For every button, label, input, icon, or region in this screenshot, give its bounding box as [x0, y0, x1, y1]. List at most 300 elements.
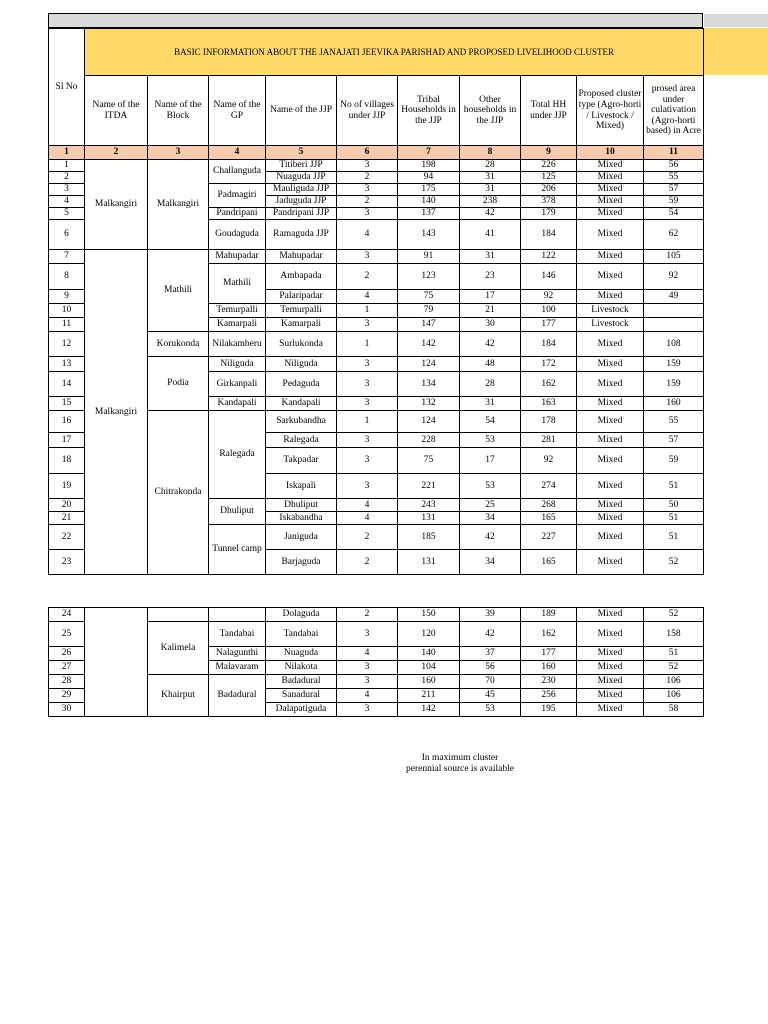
cell-area: 106 [644, 689, 704, 703]
cell-sl: 3 [49, 184, 85, 196]
cell-tribal: 150 [398, 608, 460, 622]
cell-other: 39 [460, 608, 521, 622]
cell-gp: Mathili [209, 264, 266, 304]
cell-area: 59 [644, 448, 704, 474]
table-row [49, 411, 704, 433]
cell-gp: Kandapali [209, 397, 266, 411]
cell-area [644, 304, 704, 318]
cell-tribal: 140 [398, 647, 460, 661]
col-number: 11 [644, 146, 704, 160]
cell-area: 49 [644, 290, 704, 304]
header-gray-band-overflow [704, 14, 768, 27]
cell-villages: 3 [337, 250, 398, 264]
cell-jjp: Ramaguda JJP [266, 220, 337, 250]
cell-cluster: Mixed [577, 208, 644, 220]
cell-tribal: 79 [398, 304, 460, 318]
header-gp: Name of the GP [209, 76, 266, 146]
header-total-hh: Total HH under JJP [521, 76, 577, 146]
col-number: 5 [266, 146, 337, 160]
cell-jjp: Nuaguda JJP [266, 172, 337, 184]
cell-total: 92 [521, 448, 577, 474]
cell-tribal: 142 [398, 332, 460, 357]
cell-area: 55 [644, 172, 704, 184]
cell-area: 52 [644, 608, 704, 622]
cell-block: Khairput [148, 675, 209, 717]
cell-other: 54 [460, 411, 521, 433]
header-cluster-type: Proposed cluster type (Agro-horti / Livestock / Mixed) [577, 76, 644, 146]
col-number: 1 [49, 146, 85, 160]
table-row [49, 622, 704, 647]
table-row [49, 675, 704, 689]
cell-sl: 9 [49, 290, 85, 304]
cell-tribal: 221 [398, 474, 460, 499]
cell-cluster: Mixed [577, 357, 644, 372]
cell-villages: 3 [337, 448, 398, 474]
cell-area: 52 [644, 550, 704, 575]
cell-sl: 14 [49, 372, 85, 397]
cell-jjp: Mauliguda JJP [266, 184, 337, 196]
cell-villages: 4 [337, 689, 398, 703]
cell-sl: 10 [49, 304, 85, 318]
header-sl-no: Sl No [49, 29, 85, 146]
cell-tribal: 120 [398, 622, 460, 647]
cell-other: 25 [460, 499, 521, 512]
cell-cluster: Mixed [577, 512, 644, 525]
cell-tribal: 198 [398, 160, 460, 172]
cell-tribal: 185 [398, 525, 460, 550]
cell-sl: 27 [49, 661, 85, 675]
cell-villages: 3 [337, 433, 398, 448]
cell-cluster: Mixed [577, 647, 644, 661]
cell-total: 184 [521, 220, 577, 250]
cell-other: 37 [460, 647, 521, 661]
cell-gp: Goudaguda [209, 220, 266, 250]
cell-cluster: Mixed [577, 550, 644, 575]
cell-gp: Challanguda [209, 160, 266, 184]
cell-cluster: Mixed [577, 160, 644, 172]
cell-area: 108 [644, 332, 704, 357]
cell-jjp: Iskabandha [266, 512, 337, 525]
cell-other: 42 [460, 332, 521, 357]
cell-tribal: 175 [398, 184, 460, 196]
cell-area: 159 [644, 357, 704, 372]
cell-total: 92 [521, 290, 577, 304]
cell-area: 59 [644, 196, 704, 208]
cell-jjp: Pedaguda [266, 372, 337, 397]
table-row [49, 160, 704, 172]
header-block: Name of the Block [148, 76, 209, 146]
cell-gp: Kamarpali [209, 318, 266, 332]
cell-villages: 1 [337, 411, 398, 433]
cell-area: 51 [644, 647, 704, 661]
cell-sl: 1 [49, 160, 85, 172]
cell-villages: 2 [337, 172, 398, 184]
cell-total: 122 [521, 250, 577, 264]
cell-total: 274 [521, 474, 577, 499]
cell-sl: 12 [49, 332, 85, 357]
cell-total: 281 [521, 433, 577, 448]
cell-sl: 13 [49, 357, 85, 372]
cell-cluster: Mixed [577, 411, 644, 433]
cell-villages: 3 [337, 208, 398, 220]
cell-other: 238 [460, 196, 521, 208]
cell-gp: Nalagunthi [209, 647, 266, 661]
cell-tribal: 211 [398, 689, 460, 703]
cell-gp: Mahupadar [209, 250, 266, 264]
cell-sl: 18 [49, 448, 85, 474]
cell-tribal: 104 [398, 661, 460, 675]
cell-other: 34 [460, 550, 521, 575]
cluster-table-part-2 [48, 607, 704, 717]
cell-cluster: Mixed [577, 525, 644, 550]
cell-gp: Malavaram [209, 661, 266, 675]
cell-sl: 4 [49, 196, 85, 208]
cell-block: Podia [148, 357, 209, 411]
cell-gp: Badadural [209, 675, 266, 717]
cell-other: 53 [460, 703, 521, 717]
cell-total: 227 [521, 525, 577, 550]
col-number: 2 [85, 146, 148, 160]
cell-itda [85, 608, 148, 717]
cluster-table-part-1 [48, 28, 704, 575]
cell-cluster: Mixed [577, 290, 644, 304]
cell-area: 105 [644, 250, 704, 264]
cell-gp: Pandripani [209, 208, 266, 220]
cell-total: 172 [521, 357, 577, 372]
cell-other: 17 [460, 448, 521, 474]
cell-cluster: Mixed [577, 703, 644, 717]
cell-tribal: 75 [398, 448, 460, 474]
cell-jjp: Takpadar [266, 448, 337, 474]
cell-other: 31 [460, 184, 521, 196]
cell-jjp: Kandapali [266, 397, 337, 411]
cell-sl: 8 [49, 264, 85, 290]
cell-villages: 3 [337, 184, 398, 196]
cell-area: 57 [644, 184, 704, 196]
cell-jjp: Ralegada [266, 433, 337, 448]
cell-cluster: Mixed [577, 608, 644, 622]
cell-area: 55 [644, 411, 704, 433]
cell-villages: 3 [337, 160, 398, 172]
cell-tribal: 131 [398, 512, 460, 525]
cell-jjp: Iskapali [266, 474, 337, 499]
cell-villages: 2 [337, 608, 398, 622]
table-row [49, 357, 704, 372]
cell-sl: 15 [49, 397, 85, 411]
cell-sl: 20 [49, 499, 85, 512]
col-number: 7 [398, 146, 460, 160]
cell-jjp: Dhuliput [266, 499, 337, 512]
cell-villages: 2 [337, 525, 398, 550]
cell-sl: 19 [49, 474, 85, 499]
cell-sl: 23 [49, 550, 85, 575]
cell-cluster: Mixed [577, 499, 644, 512]
cell-tribal: 91 [398, 250, 460, 264]
cell-total: 256 [521, 689, 577, 703]
cell-total: 162 [521, 372, 577, 397]
cell-gp: Temurpalli [209, 304, 266, 318]
cell-jjp: Niliguda [266, 357, 337, 372]
cell-villages: 3 [337, 474, 398, 499]
cell-total: 179 [521, 208, 577, 220]
cell-cluster: Mixed [577, 172, 644, 184]
title-band-overflow [704, 28, 768, 75]
cell-jjp: Badadural [266, 675, 337, 689]
cell-jjp: Janiguda [266, 525, 337, 550]
cell-total: 378 [521, 196, 577, 208]
cell-jjp: Nuaguda [266, 647, 337, 661]
cell-total: 100 [521, 304, 577, 318]
cell-itda: Malkangiri [85, 160, 148, 250]
cell-jjp: Sarkubandha [266, 411, 337, 433]
cell-other: 48 [460, 357, 521, 372]
cell-jjp: Dolaguda [266, 608, 337, 622]
header-other-hh: Other households in the JJP [460, 76, 521, 146]
cell-cluster: Mixed [577, 264, 644, 290]
cell-tribal: 94 [398, 172, 460, 184]
cell-other: 31 [460, 172, 521, 184]
cell-cluster: Mixed [577, 220, 644, 250]
table-row [49, 608, 704, 622]
cell-total: 226 [521, 160, 577, 172]
cell-gp: Niliguda [209, 357, 266, 372]
cell-sl: 6 [49, 220, 85, 250]
cell-cluster: Mixed [577, 448, 644, 474]
footnote-line-2: perennial source is available [406, 764, 514, 775]
cell-area: 62 [644, 220, 704, 250]
cell-sl: 16 [49, 411, 85, 433]
cell-total: 189 [521, 608, 577, 622]
header-area: prosed area under culativation (Agro-horti based) in Acre [644, 76, 704, 146]
cell-tribal: 160 [398, 675, 460, 689]
cell-tribal: 123 [398, 264, 460, 290]
cell-total: 195 [521, 703, 577, 717]
cell-jjp: Kamarpali [266, 318, 337, 332]
cell-sl: 25 [49, 622, 85, 647]
header-gray-band [48, 13, 703, 28]
cell-cluster: Mixed [577, 196, 644, 208]
cell-total: 165 [521, 550, 577, 575]
cell-other: 42 [460, 525, 521, 550]
cell-other: 41 [460, 220, 521, 250]
cell-sl: 28 [49, 675, 85, 689]
cell-tribal: 143 [398, 220, 460, 250]
cell-other: 31 [460, 397, 521, 411]
cell-other: 21 [460, 304, 521, 318]
cell-villages: 4 [337, 220, 398, 250]
cell-area: 106 [644, 675, 704, 689]
cell-block: Kalimela [148, 622, 209, 675]
cell-jjp: Nilakota [266, 661, 337, 675]
cell-tribal: 137 [398, 208, 460, 220]
cell-other: 28 [460, 372, 521, 397]
cell-jjp: Ambapada [266, 264, 337, 290]
cell-gp: Tandabai [209, 622, 266, 647]
cell-area: 57 [644, 433, 704, 448]
cell-other: 34 [460, 512, 521, 525]
cell-other: 17 [460, 290, 521, 304]
cell-total: 177 [521, 318, 577, 332]
cell-tribal: 228 [398, 433, 460, 448]
footnote [360, 753, 560, 776]
cell-gp: Tunnel camp [209, 525, 266, 575]
table-row [49, 332, 704, 357]
cell-cluster: Mixed [577, 250, 644, 264]
cell-other: 31 [460, 250, 521, 264]
cell-villages: 4 [337, 499, 398, 512]
cell-cluster: Mixed [577, 622, 644, 647]
cell-other: 30 [460, 318, 521, 332]
cell-sl: 11 [49, 318, 85, 332]
cell-area: 160 [644, 397, 704, 411]
header-itda: Name of the ITDA [85, 76, 148, 146]
cell-jjp: Jaduguda JJP [266, 196, 337, 208]
cell-other: 45 [460, 689, 521, 703]
footnote-line-1: In maximum cluster [421, 753, 499, 763]
col-number: 6 [337, 146, 398, 160]
cell-villages: 3 [337, 397, 398, 411]
table-title: BASIC INFORMATION ABOUT THE JANAJATI JEEVIKA PARISHAD AND PROPOSED LIVELIHOOD CLUSTER [85, 29, 704, 76]
cell-gp: Ralegada [209, 411, 266, 499]
col-number: 9 [521, 146, 577, 160]
header-villages: No of villages under JJP [337, 76, 398, 146]
cell-jjp: Tandabai [266, 622, 337, 647]
cell-cluster: Mixed [577, 474, 644, 499]
cell-total: 230 [521, 675, 577, 689]
cell-total: 178 [521, 411, 577, 433]
cell-sl: 7 [49, 250, 85, 264]
cell-cluster: Livestock [577, 304, 644, 318]
cell-gp: Padmagiri [209, 184, 266, 208]
cell-villages: 1 [337, 304, 398, 318]
cell-area [644, 318, 704, 332]
cell-tribal: 131 [398, 550, 460, 575]
cell-total: 163 [521, 397, 577, 411]
cell-other: 42 [460, 622, 521, 647]
cell-villages: 2 [337, 550, 398, 575]
cell-area: 54 [644, 208, 704, 220]
cell-villages: 2 [337, 196, 398, 208]
cell-other: 53 [460, 474, 521, 499]
header-tribal-hh: Tribal Households in the JJP [398, 76, 460, 146]
cell-sl: 26 [49, 647, 85, 661]
cell-villages: 3 [337, 372, 398, 397]
cell-jjp: Pandripani JJP [266, 208, 337, 220]
cell-sl: 21 [49, 512, 85, 525]
cell-villages: 3 [337, 622, 398, 647]
cell-other: 53 [460, 433, 521, 448]
cell-jjp: Mahupadar [266, 250, 337, 264]
cell-villages: 4 [337, 647, 398, 661]
cell-jjp: Temurpalli [266, 304, 337, 318]
cell-villages: 3 [337, 661, 398, 675]
cell-other: 28 [460, 160, 521, 172]
cell-gp: Girkanpali [209, 372, 266, 397]
cell-tribal: 75 [398, 290, 460, 304]
cell-tribal: 243 [398, 499, 460, 512]
col-number: 8 [460, 146, 521, 160]
cell-area: 56 [644, 160, 704, 172]
cell-villages: 3 [337, 357, 398, 372]
cell-tribal: 140 [398, 196, 460, 208]
cell-block: Mathili [148, 250, 209, 332]
header-jjp: Name of the JJP [266, 76, 337, 146]
cell-cluster: Mixed [577, 372, 644, 397]
cell-villages: 2 [337, 264, 398, 290]
cell-sl: 22 [49, 525, 85, 550]
cell-tribal: 147 [398, 318, 460, 332]
cell-total: 177 [521, 647, 577, 661]
cell-sl: 24 [49, 608, 85, 622]
cell-villages: 3 [337, 675, 398, 689]
cell-sl: 17 [49, 433, 85, 448]
cell-total: 125 [521, 172, 577, 184]
cell-total: 268 [521, 499, 577, 512]
cell-cluster: Mixed [577, 332, 644, 357]
cell-gp: Dhuliput [209, 499, 266, 525]
cell-area: 159 [644, 372, 704, 397]
cell-total: 162 [521, 622, 577, 647]
cell-cluster: Mixed [577, 397, 644, 411]
col-number: 4 [209, 146, 266, 160]
cell-gp [209, 608, 266, 622]
cell-sl: 2 [49, 172, 85, 184]
cell-other: 23 [460, 264, 521, 290]
cell-other: 70 [460, 675, 521, 689]
cell-cluster: Mixed [577, 675, 644, 689]
cell-tribal: 142 [398, 703, 460, 717]
cell-block [148, 608, 209, 622]
cell-tribal: 134 [398, 372, 460, 397]
cell-jjp: Barjaguda [266, 550, 337, 575]
col-number: 10 [577, 146, 644, 160]
cell-area: 51 [644, 474, 704, 499]
cell-cluster: Mixed [577, 661, 644, 675]
cell-cluster: Mixed [577, 433, 644, 448]
cell-total: 184 [521, 332, 577, 357]
cell-tribal: 132 [398, 397, 460, 411]
cell-villages: 4 [337, 512, 398, 525]
cell-villages: 1 [337, 332, 398, 357]
cell-jjp: Palaripadar [266, 290, 337, 304]
cell-cluster: Mixed [577, 184, 644, 196]
cell-villages: 3 [337, 703, 398, 717]
cell-sl: 30 [49, 703, 85, 717]
cell-tribal: 124 [398, 411, 460, 433]
cell-villages: 3 [337, 318, 398, 332]
cell-sl: 29 [49, 689, 85, 703]
cell-sl: 5 [49, 208, 85, 220]
cell-total: 146 [521, 264, 577, 290]
cell-total: 160 [521, 661, 577, 675]
cell-other: 56 [460, 661, 521, 675]
cell-cluster: Mixed [577, 689, 644, 703]
cell-tribal: 124 [398, 357, 460, 372]
cell-area: 52 [644, 661, 704, 675]
cell-area: 51 [644, 512, 704, 525]
cell-block: Chitrakonda [148, 411, 209, 575]
cell-cluster: Livestock [577, 318, 644, 332]
cell-itda: Malkangiri [85, 250, 148, 575]
cell-area: 158 [644, 622, 704, 647]
cell-area: 58 [644, 703, 704, 717]
cell-gp: Nilakamberu [209, 332, 266, 357]
cell-area: 51 [644, 525, 704, 550]
column-number-row [49, 146, 704, 160]
cell-block: Malkangiri [148, 160, 209, 250]
cell-total: 206 [521, 184, 577, 196]
cell-block: Korukonda [148, 332, 209, 357]
